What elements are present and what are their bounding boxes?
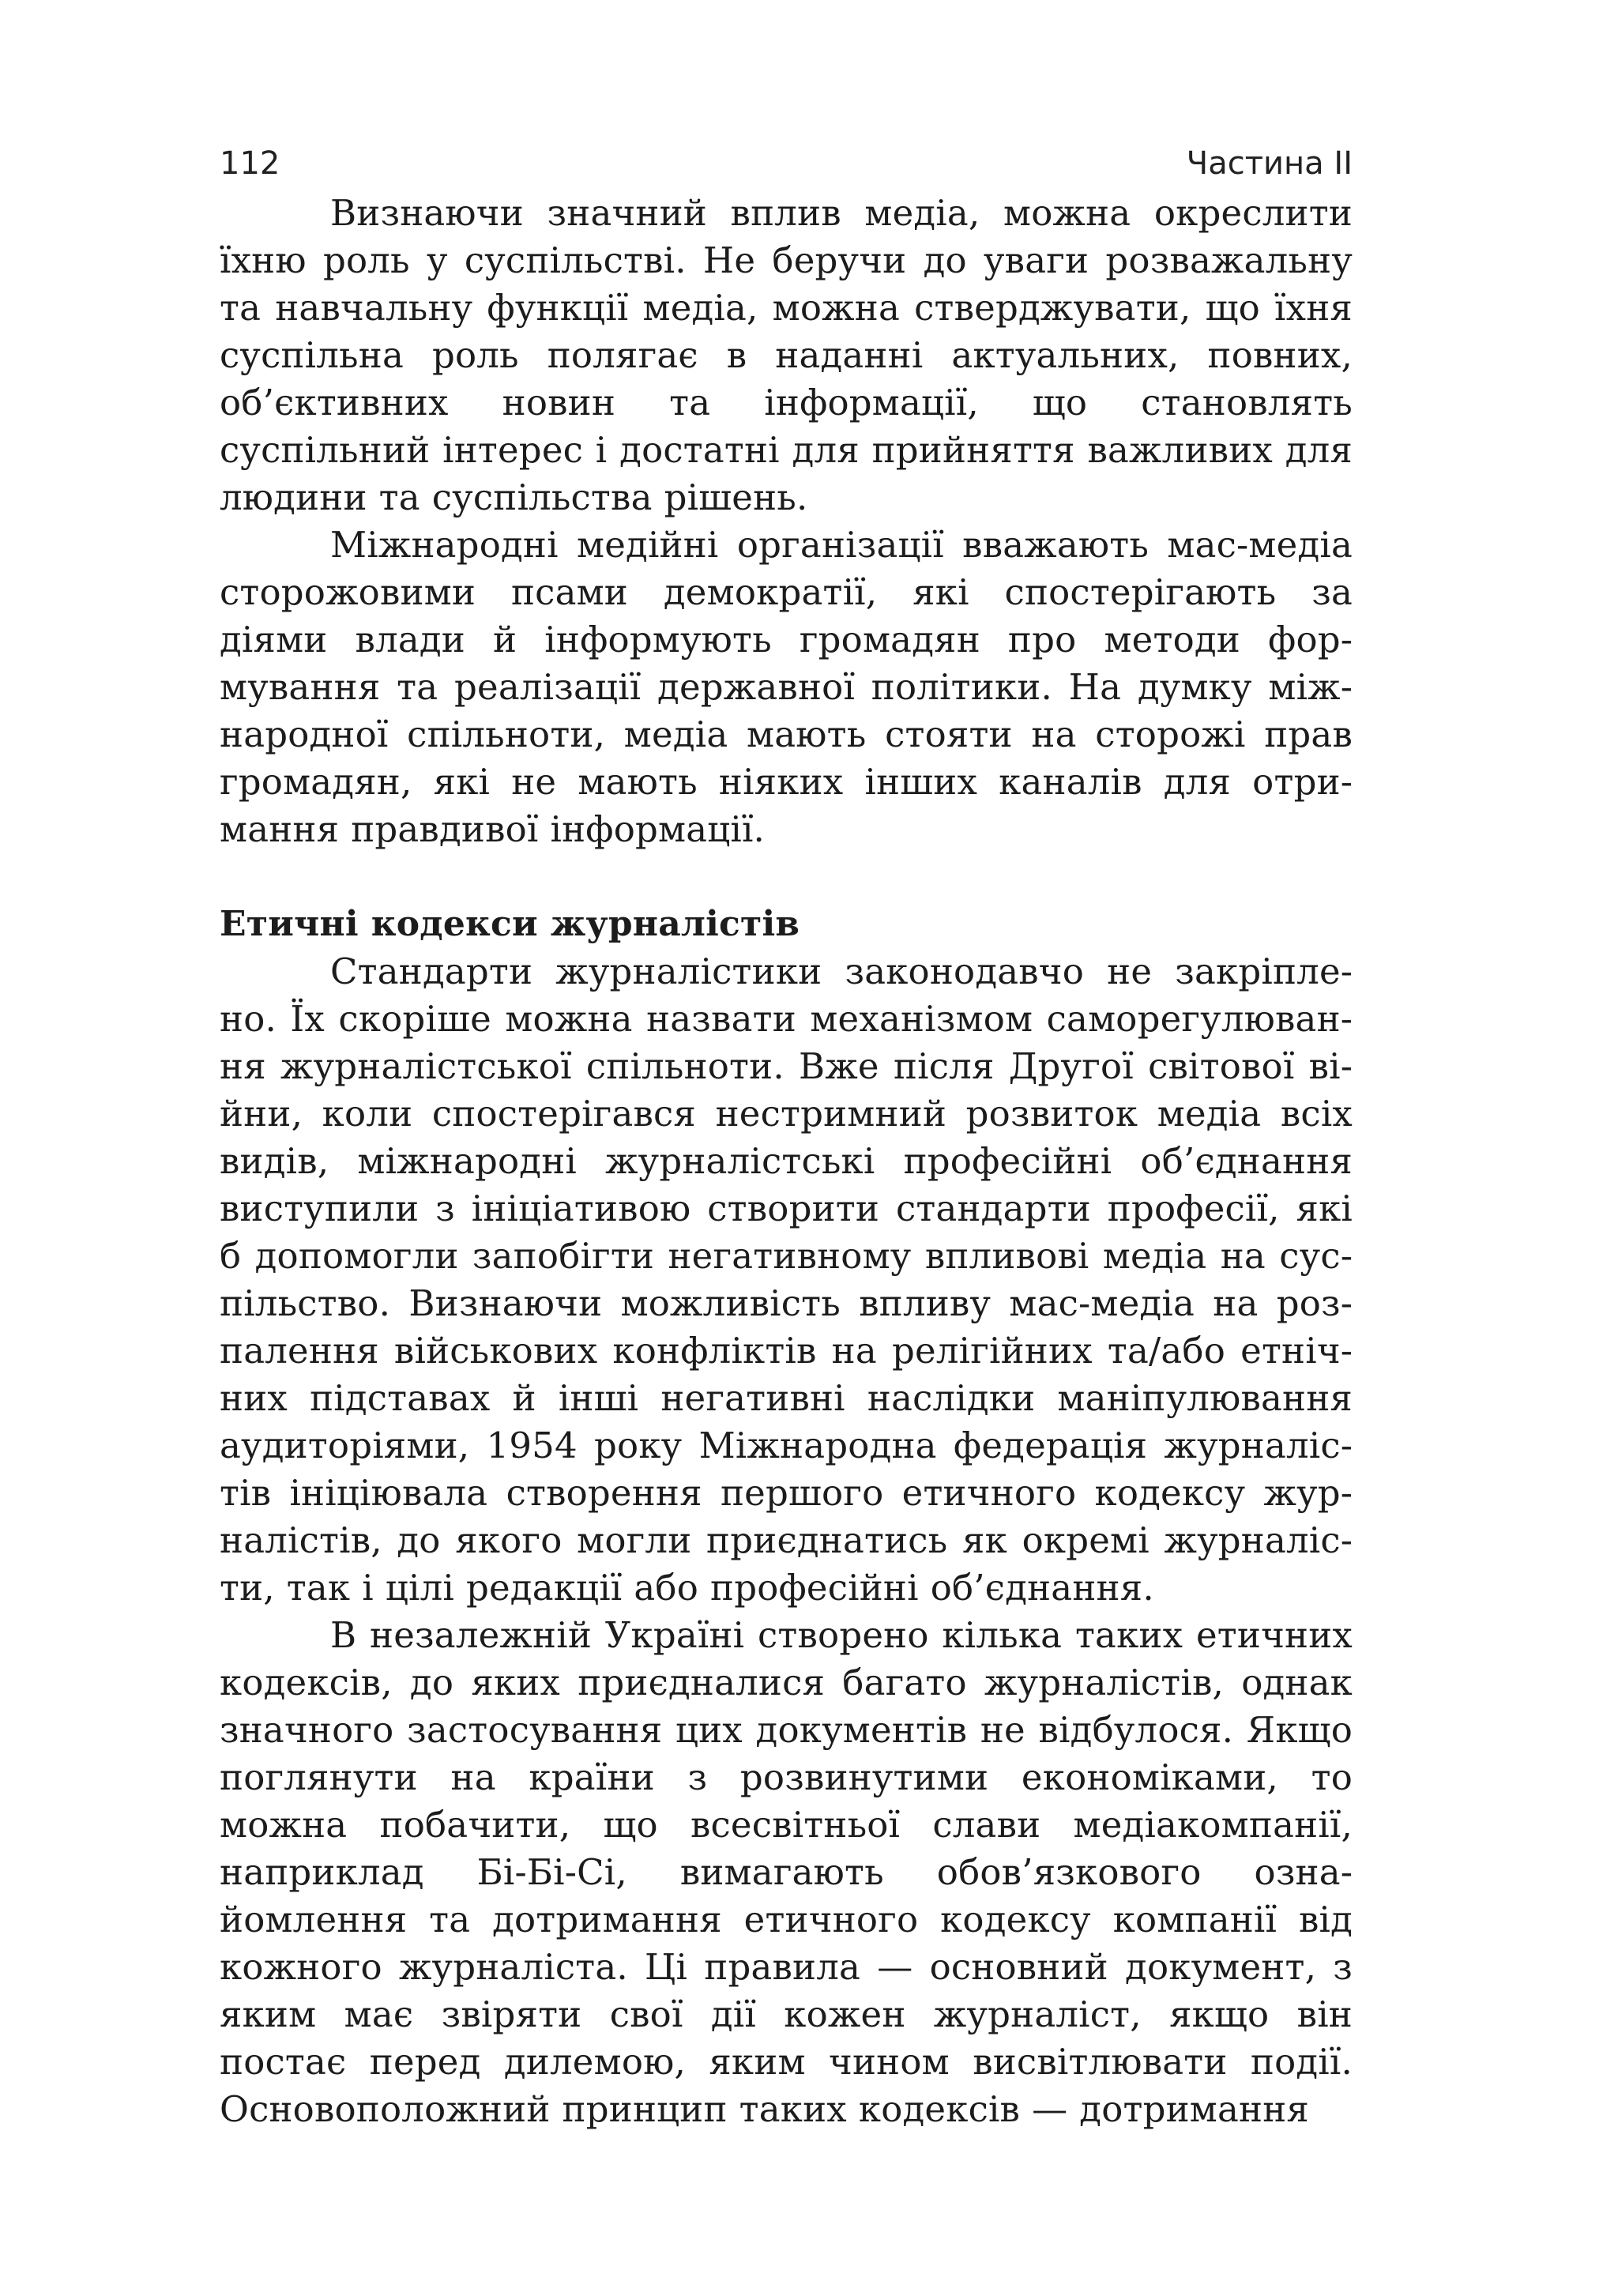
running-header	[220, 134, 1353, 190]
body-text	[220, 190, 1353, 2133]
paragraph-ukraine-codes: В незалежній Україні створено кілька таких етичних кодексів, до яких приєдналися багато журналістів, однак значного застосування цих документів не відбулося. Якщо поглянути на країни з розвинутими економіками, то можна побачити, що всесвітньої слави медіакомпанії, наприклад Бі-Бі-Сі, вимагають обов’язкового ознайомлення та дотримання етичного кодексу компанії від кожного журналіста. Ці правила — основний документ, з яким має звіряти свої дії кожен журналіст, якщо він постає перед дилемою, яким чином висвітлювати події. Основоположний принцип таких кодексів — дотримання	[220, 1614, 1353, 2130]
paragraph-watchdogs: Міжнародні медійні організації вважають мас-медіа сторожовими псами демократії, які спостерігають за діями влади й інформують громадян про методи формування та реалізації державної політики. На думку міжнародної спільноти, медіа мають стояти на сторожі прав громадян, які не мають ніяких інших каналів для отримання правдивої інформації.	[220, 524, 1353, 850]
page-number: 112	[220, 145, 280, 182]
paragraph-media-role: Визнаючи значний вплив медіа, можна окреслити їхню роль у суспільстві. Не беручи до уваги розважальну та навчальну функції медіа, можна стверджувати, що їхня суспільна роль полягає в наданні актуальних, повних, об’єктивних новин та інформації, що становлять суспільний інтерес і достатні для прийняття важливих для людини та суспільства рішень.	[220, 192, 1353, 518]
paragraph-standards: Стандарти журналістики законодавчо не закріплено. Їх скоріше можна назвати механізмом саморегулювання журналістської спільноти. Вже після Другої світової війни, коли спостерігався нестримний розвиток медіа всіх видів, міжнародні журналістські професійні об’єднання виступили з ініціативою створити стандарти професії, які б допомогли запобігти негативному впливові медіа на суспільство. Визнаючи можливість впливу мас-медіа на розпалення військових конфліктів на релігійних та/або етнічних підставах й інші негативні наслідки маніпулювання аудиторіями, 1954 року Міжнародна федерація журналістів ініціювала створення першого етичного кодексу журналістів, до якого могли приєднатись як окремі журналісти, так і цілі редакції або професійні об’єднання.	[220, 950, 1353, 1609]
part-label: Частина II	[1186, 145, 1353, 182]
book-page	[220, 134, 1353, 2133]
section-heading: Етичні кодекси журналістів	[220, 904, 800, 944]
